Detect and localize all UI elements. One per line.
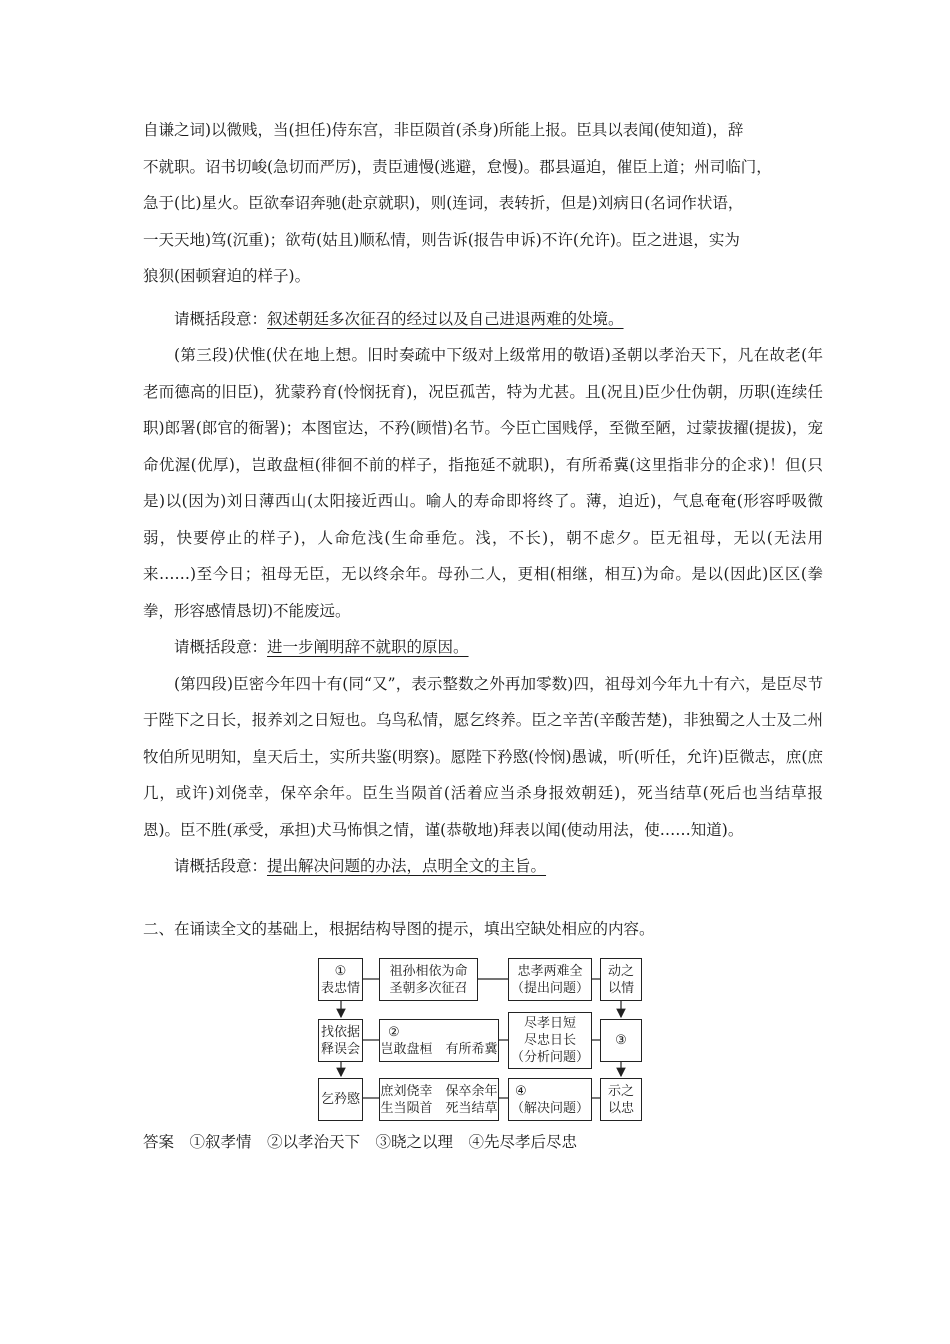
summary-label: 请概括段意：: [174, 857, 268, 875]
diagram-box-2-1: [318, 1019, 363, 1062]
box-text: 忠孝两难全: [517, 963, 583, 979]
box-text: 以忠: [607, 1100, 634, 1116]
diagram-box-3-3: [508, 1078, 592, 1121]
summary-1: [143, 301, 823, 338]
summary-label: 请概括段意：: [174, 638, 268, 656]
structure-diagram: [143, 958, 823, 1126]
diagram-box-2-3: [508, 1012, 592, 1069]
box-text: 示之: [607, 1083, 634, 1099]
box-text: 祖孙相依为命: [389, 963, 468, 979]
diagram-box-2-2: [379, 1019, 499, 1062]
box-text: 乞矜愍: [320, 1092, 360, 1107]
box-text: ④: [515, 1083, 527, 1099]
box-text: （分析问题）: [510, 1050, 589, 1065]
box-text: 庶刘侥幸 保卒余年: [380, 1083, 498, 1099]
box-text: ②: [388, 1024, 400, 1040]
box-text: 尽孝日短: [523, 1016, 576, 1031]
box-text: （解决问题）: [510, 1100, 589, 1116]
para1-line5: 狼狈(困顿窘迫的样子)。: [143, 267, 311, 285]
paragraph-4: (第四段)臣密今年四十有(同“又”，表示整数之外再加零数)四，祖母刘今年九十有六，是臣尽节于陛下之日长，报养刘之日短也。乌鸟私情，愿乞终养。臣之辛苦(辛酸苦楚)，非独蜀之人士及二州牧伯所见明知，皇天后土，实所共鉴(明察)。愿陛下矜愍(怜悯)愚诚，听(听任，允许)臣微志，庶(庶几，或许)刘侥幸，保卒余年。臣生当陨首(活着应当杀身报效朝廷)，死当结草(死后也当结草报恩)。臣不胜(承受，承担)犬马怖惧之情，谨(恭敬地)拜表以闻(使动用法，使……知道)。: [143, 674, 823, 839]
summary-3: [143, 848, 823, 885]
diagram-box-1-3: [508, 958, 592, 1001]
question-2: 二、在诵读全文的基础上，根据结构导图的提示，填出空缺处相应的内容。: [143, 919, 655, 938]
answer-line: 答案 ①叙孝情 ②以孝治天下 ③晓之以理 ④先尽孝后尽忠: [143, 1133, 578, 1151]
box-text: 尽忠日长: [523, 1033, 576, 1048]
box-text: 岂敢盘桓 有所希冀: [380, 1041, 498, 1057]
box-text: （提出问题）: [510, 980, 589, 996]
box-text: ③: [615, 1033, 627, 1048]
summary-label: 请概括段意：: [174, 309, 268, 328]
box-text: 生当陨首 死当结草: [380, 1100, 498, 1116]
box-text: 找依据: [320, 1024, 360, 1040]
para1-line1: 自谦之词)以微贱，当(担任)侍东宫，非臣陨首(杀身)所能上报。臣具以表闻(使知道)，辞: [143, 121, 744, 139]
page-content: [143, 112, 823, 1156]
box-text: 释误会: [320, 1041, 360, 1057]
diagram-box-3-4: [600, 1078, 642, 1121]
summary-answer: 提出解决问题的办法，点明全文的主旨。: [267, 857, 547, 875]
box-text: 动之: [607, 963, 634, 979]
summary-2: [143, 629, 823, 666]
summary-answer: 叙述朝廷多次征召的经过以及自己进退两难的处境。: [267, 309, 624, 328]
summary-answer: 进一步阐明辞不就职的原因。: [267, 638, 469, 656]
diagram-box-1-4: [600, 958, 642, 1001]
box-text: 表忠情: [320, 980, 360, 996]
para1-line3: 急于(比)星火。臣欲奉诏奔驰(赴京就职)，则(连词，表转折，但是)刘病日(名词作状语，: [143, 194, 744, 212]
diagram-box-1-2: [379, 958, 478, 1001]
diagram-box-1-1: [318, 958, 363, 1001]
diagram-box-3-2: [379, 1078, 499, 1121]
para1-line4: 一天天地)笃(沉重)；欲苟(姑且)顺私情，则告诉(报告申诉)不许(允许)。臣之进退，实为: [143, 230, 740, 249]
diagram-box-2-4: [600, 1019, 642, 1062]
box-text: 以情: [607, 980, 634, 996]
box-text: 圣朝多次征召: [389, 980, 468, 996]
box-text: ①: [334, 963, 347, 979]
diagram-box-3-1: [318, 1078, 363, 1121]
para1-line2: 不就职。诏书切峻(急切而严厉)，责臣逋慢(逃避，怠慢)。郡县逼迫，催臣上道；州司临门，: [143, 157, 772, 176]
paragraph-3: (第三段)伏惟(伏在地上想。旧时奏疏中下级对上级常用的敬语)圣朝以孝治天下，凡在故老(年老而德高的旧臣)，犹蒙矜育(怜悯抚育)，况臣孤苦，特为尤甚。且(况且)臣少仕伪朝，历职(连续任职)郎署(郎官的衙署)；本图宦达，不矜(顾惜)名节。今臣亡国贱俘，至微至陋，过蒙拔擢(提拔)，宠命优渥(优厚)，岂敢盘桓(徘徊不前的样子，指拖延不就职)，有所希冀(这里指非分的企求)！但(只是)以(因为)刘日薄西山(太阳接近西山。喻人的寿命即将终了。薄，迫近)，气息奄奄(形容呼吸微弱，快要停止的样子)，人命危浅(生命垂危。浅，不长)，朝不虑夕。臣无祖母，无以(无法用来……)至今日；祖母无臣，无以终余年。母孙二人，更相(相继，相互)为命。是以(因此)区区(拳拳，形容感情恳切)不能废远。: [143, 346, 823, 620]
